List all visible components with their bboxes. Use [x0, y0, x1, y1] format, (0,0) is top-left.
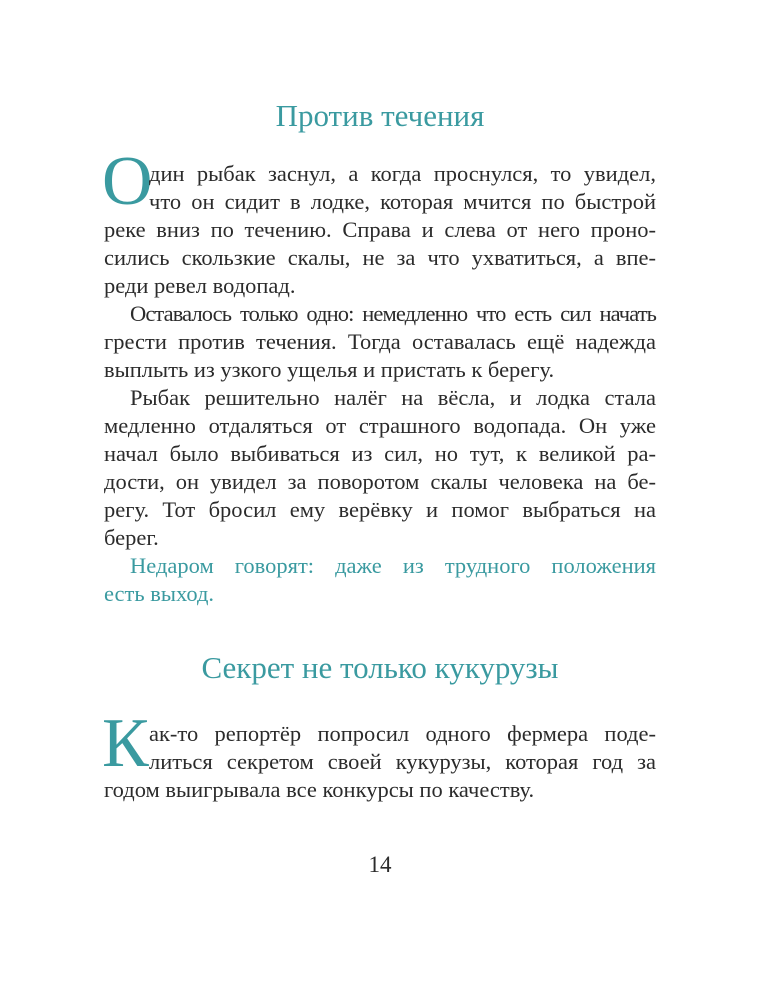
text-line: годом выигрывала все конкурсы по качеству.: [104, 777, 535, 802]
text-line: дости, он увидел за поворотом скалы человека на бе-: [104, 469, 656, 494]
text-line: ак-то репортёр попросил одного фермера поде-: [149, 721, 656, 746]
text-line: литься секретом своей кукурузы, которая год за: [149, 749, 656, 774]
text-line: реди ревел водопад.: [104, 273, 296, 298]
text-line: грести против течения. Тогда оставалась ещё надежда: [104, 329, 656, 354]
text-line: сились скользкие скалы, не за что ухватиться, а впе-: [104, 245, 656, 270]
moral-line: есть выход.: [104, 581, 215, 606]
text-line: дин рыбак заснул, а когда проснулся, то увидел,: [149, 161, 656, 186]
text-line: что он сидит в лодке, которая мчится по быстрой: [149, 189, 656, 214]
text-line: регу. Тот бросил ему верёвку и помог выбраться на: [104, 497, 656, 522]
text-line: берег.: [104, 525, 159, 550]
drop-cap: О: [102, 143, 153, 220]
text-line: реке вниз по течению. Справа и слева от него проно-: [104, 217, 656, 242]
text-line: Оставалось только одно: немедленно что есть сил начать: [130, 301, 656, 326]
drop-cap: К: [102, 705, 149, 782]
text-line: медленно отдаляться от страшного водопада. Он уже: [104, 413, 656, 438]
page-number: 14: [368, 852, 392, 877]
text-line: начал было выбиваться из сил, но тут, к великой ра-: [104, 441, 656, 466]
text-line: выплыть из узкого ущелья и пристать к берегу.: [104, 357, 555, 382]
story-title: Секрет не только кукурузы: [201, 650, 559, 685]
story-title: Против течения: [275, 98, 485, 133]
moral-line: Недаром говорят: даже из трудного положения: [130, 553, 656, 578]
text-line: Рыбак решительно налёг на вёсла, и лодка стала: [130, 385, 656, 410]
